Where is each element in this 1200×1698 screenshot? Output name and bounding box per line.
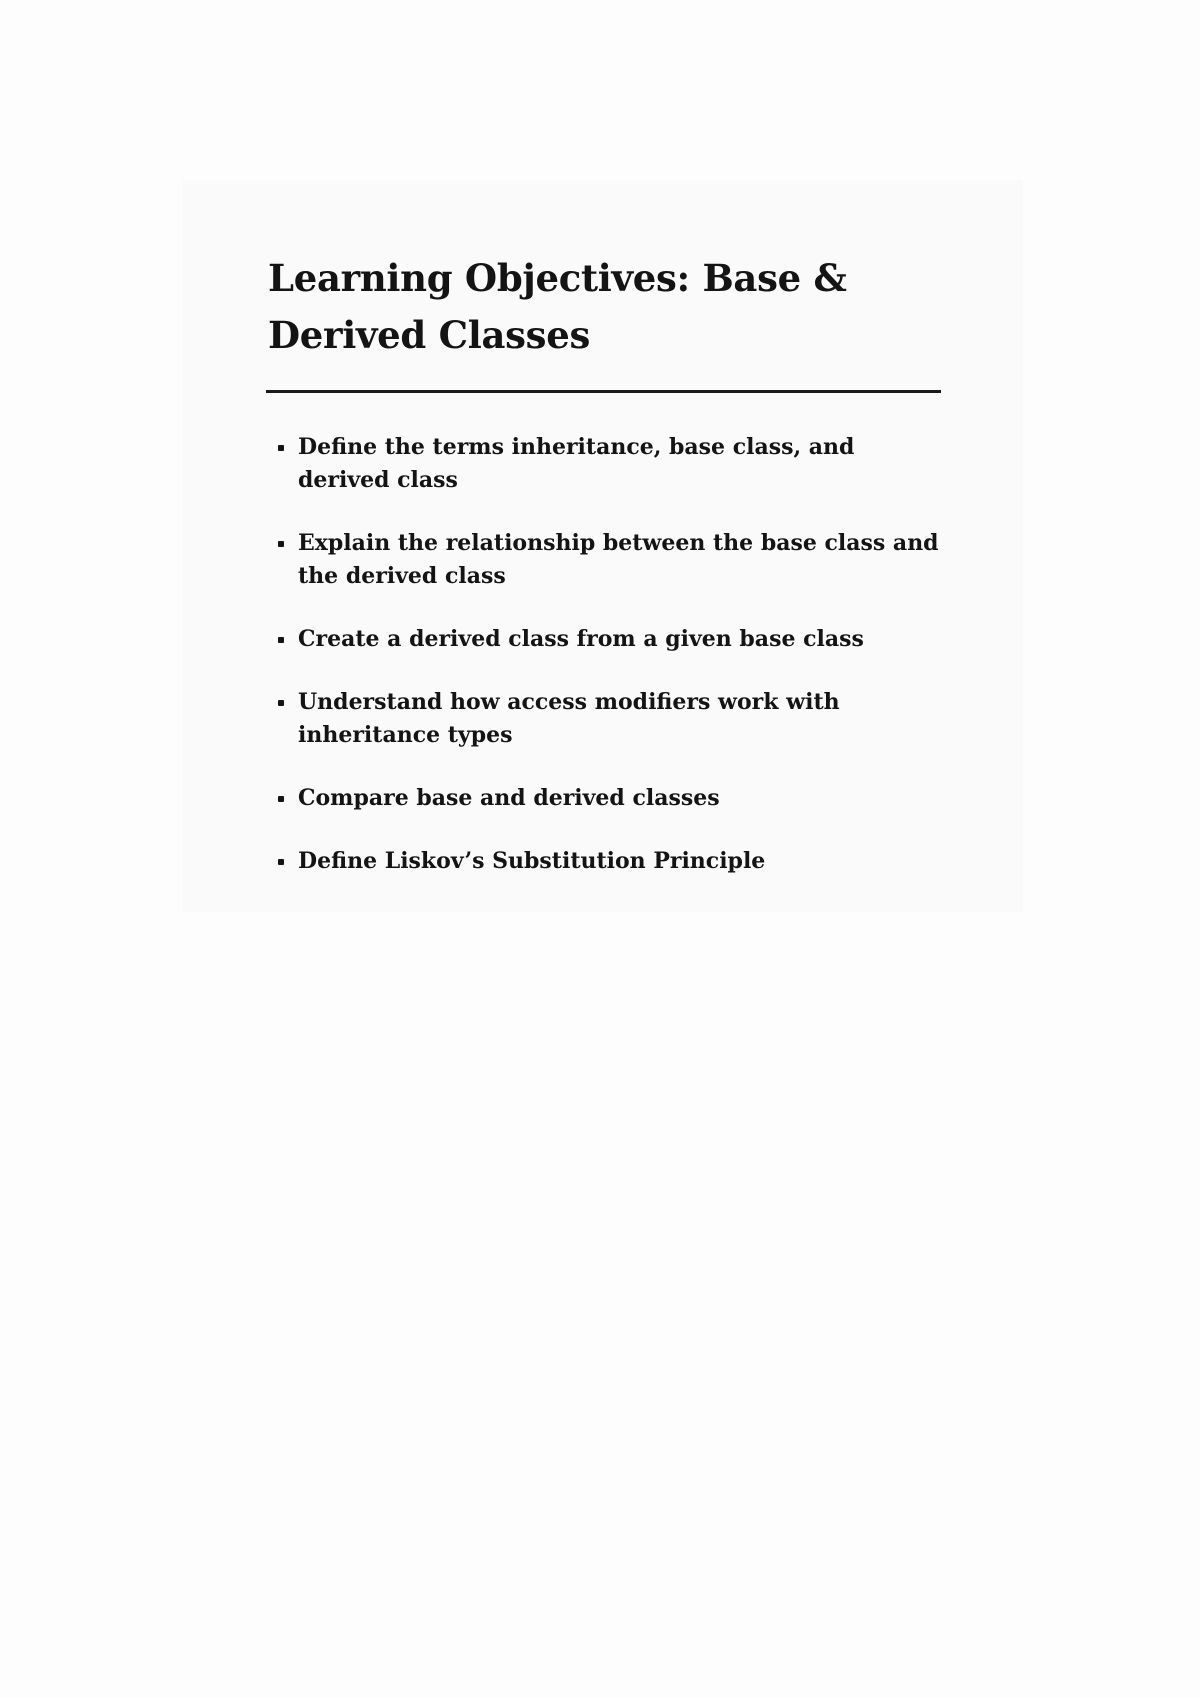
objective-text: Create a derived class from a given base class [298,626,864,652]
bullet-icon [278,796,284,802]
bullet-icon [278,859,284,865]
title-divider [266,390,941,393]
objective-text: Understand how access modifiers work with inheritance types [298,689,840,748]
list-item [268,431,948,497]
objective-text: Define the terms inheritance, base class, and derived class [298,434,855,493]
list-item [268,623,948,656]
list-item [268,686,948,752]
list-item [268,527,948,593]
page-title: Learning Objectives: Base & Derived Classes [268,256,847,357]
objectives-list [268,431,938,878]
objective-text: Define Liskov’s Substitution Principle [298,848,766,874]
bullet-icon [278,637,284,643]
objective-text: Compare base and derived classes [298,785,720,811]
list-item [268,845,948,878]
objective-text: Explain the relationship between the base class and the derived class [298,530,939,589]
bullet-icon [278,541,284,547]
list-item [268,782,948,815]
bullet-icon [278,445,284,451]
bullet-icon [278,700,284,706]
learning-objectives-card [183,180,1023,912]
